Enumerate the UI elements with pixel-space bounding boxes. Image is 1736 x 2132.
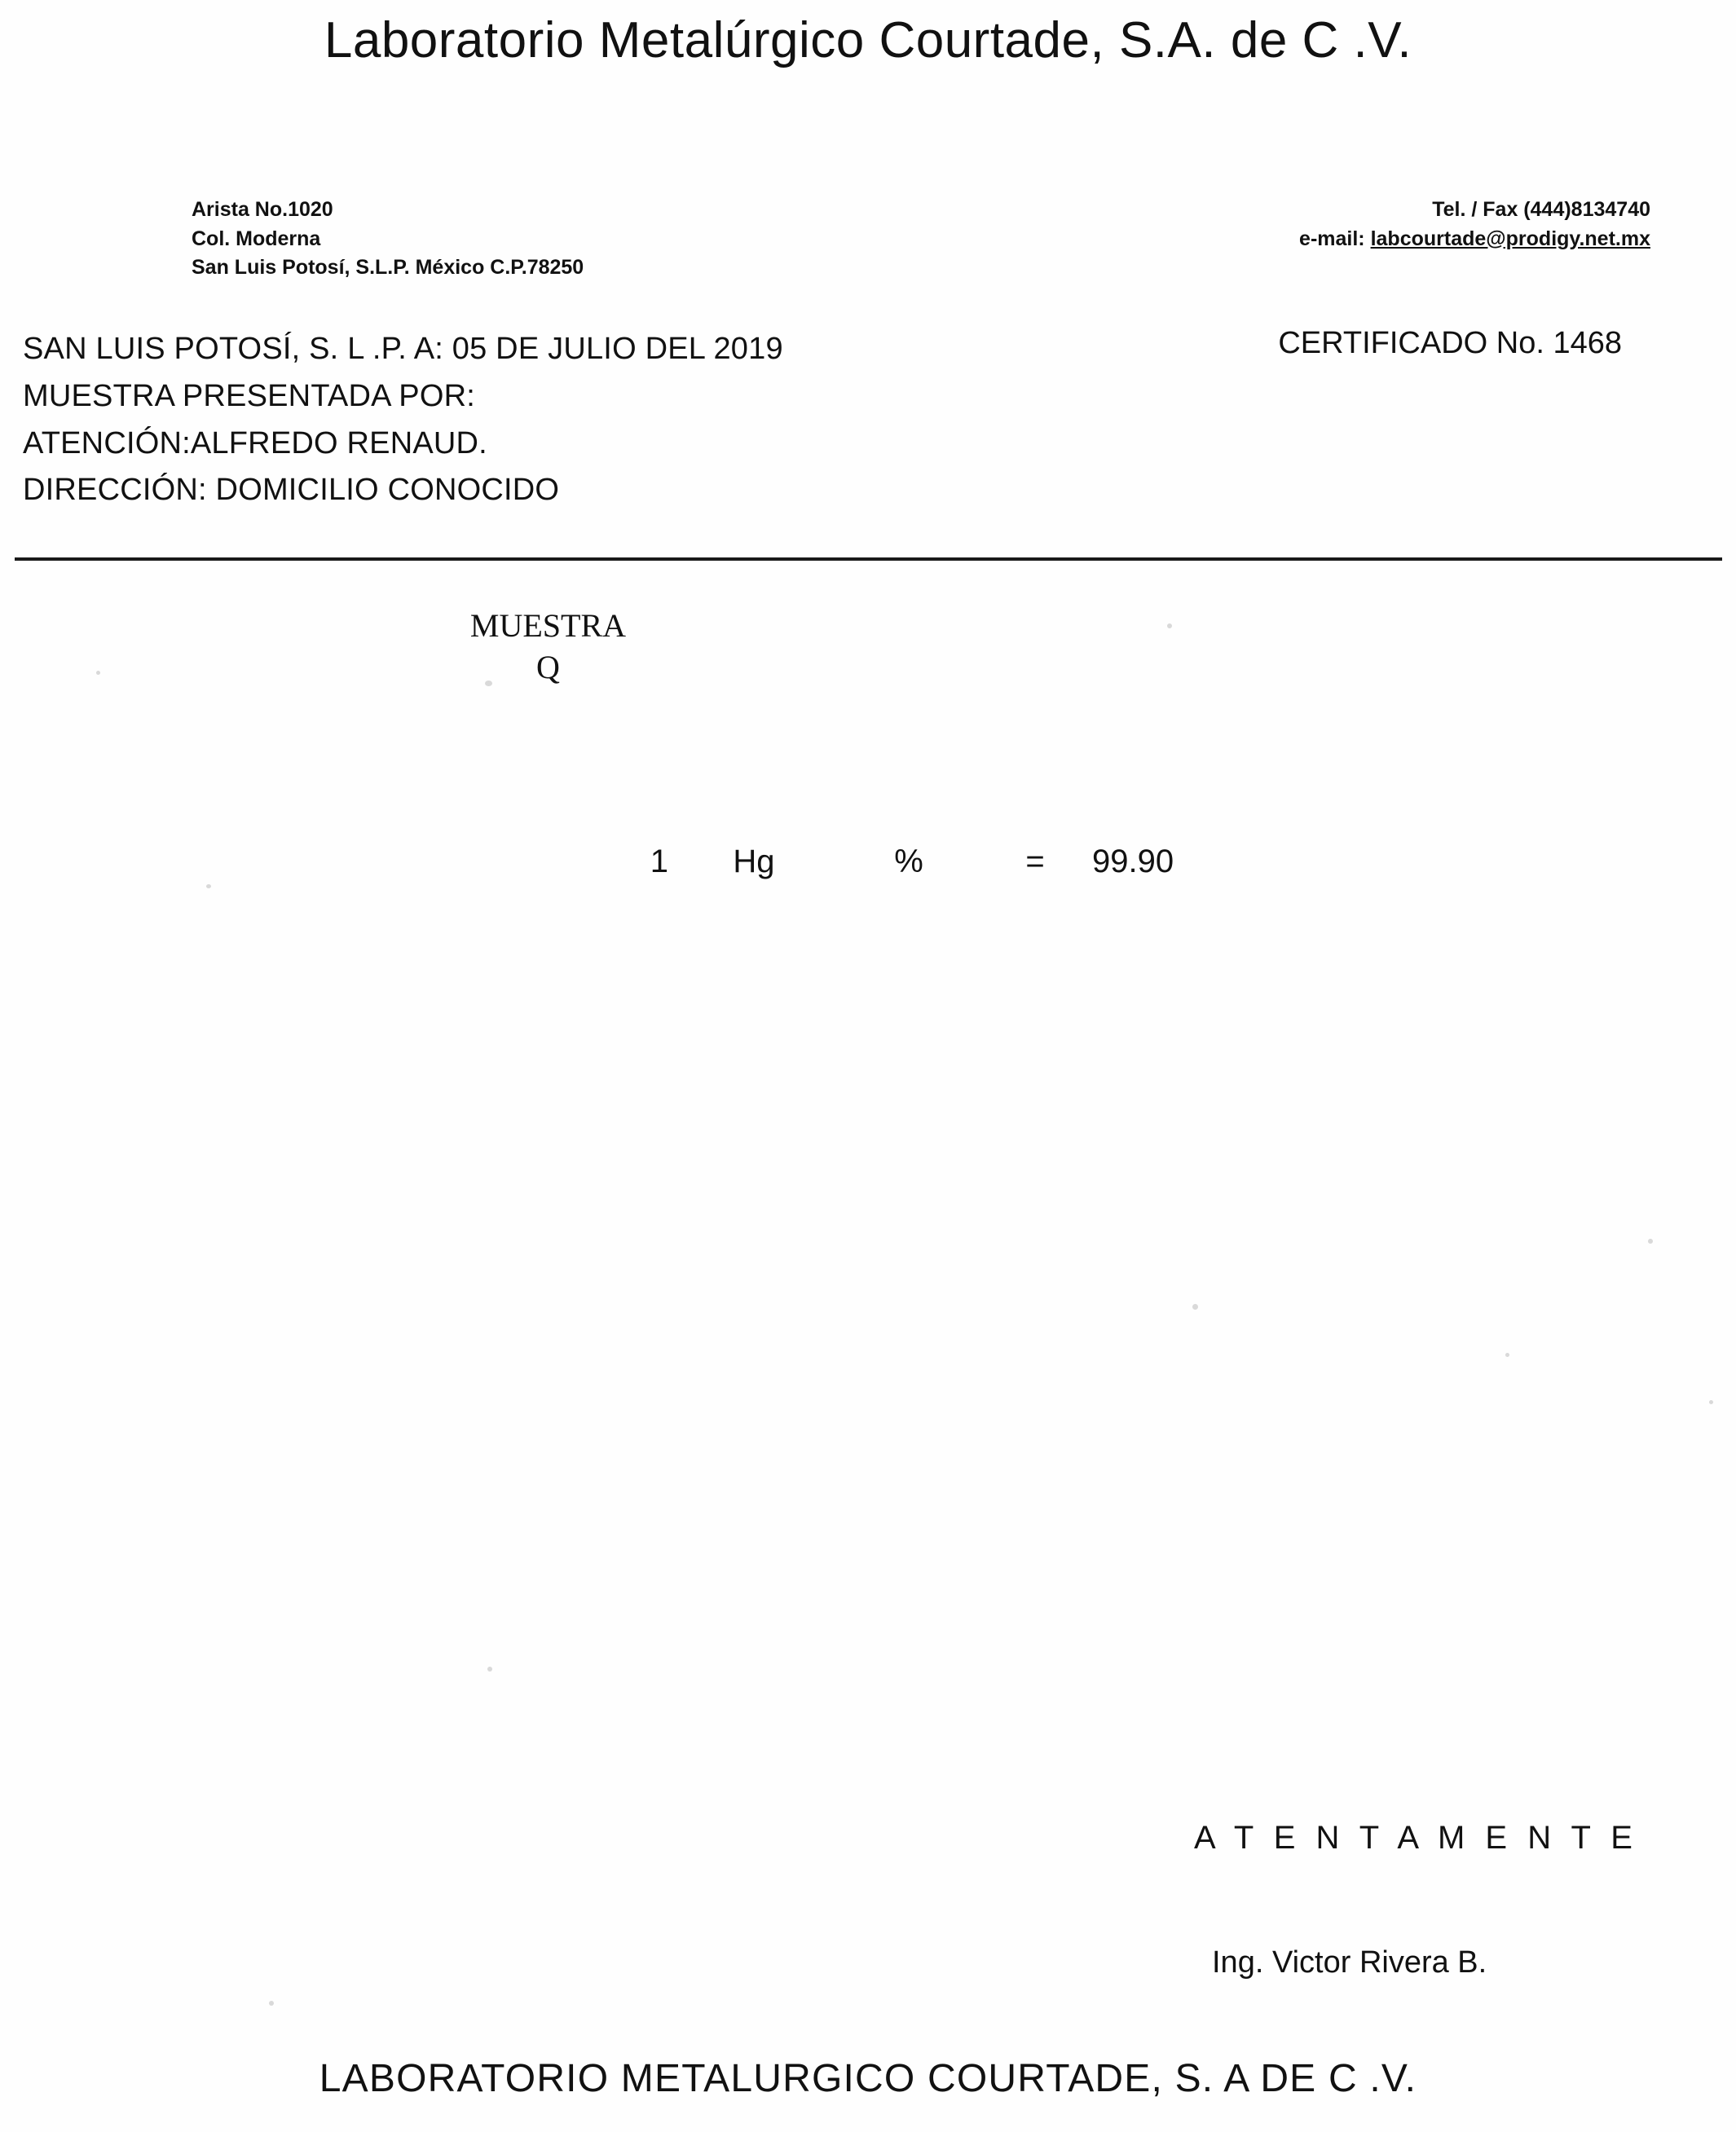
scan-speck bbox=[1192, 1304, 1198, 1310]
email-address[interactable]: labcourtade@prodigy.net.mx bbox=[1370, 227, 1650, 250]
result-index: 1 bbox=[650, 844, 668, 879]
scan-speck bbox=[96, 671, 100, 675]
scan-speck bbox=[206, 884, 211, 888]
email-label: e-mail: bbox=[1299, 227, 1371, 250]
scan-speck bbox=[1167, 623, 1172, 628]
result-element: Hg bbox=[733, 844, 775, 879]
result-equals-sign: = bbox=[1025, 844, 1045, 879]
sample-header bbox=[0, 605, 1096, 688]
certificate-number: CERTIFICADO No. 1468 bbox=[1278, 326, 1622, 360]
result-row bbox=[0, 844, 1255, 880]
atentamente-label: A T E N T A M E N T E bbox=[1194, 1820, 1638, 1856]
header-divider bbox=[15, 557, 1722, 561]
presented-by: MUESTRA PRESENTADA POR: bbox=[23, 378, 476, 413]
address-line-3: San Luis Potosí, S.L.P. México C.P.78250 bbox=[192, 256, 584, 279]
result-value: 99.90 bbox=[1092, 844, 1174, 879]
scan-speck bbox=[1648, 1239, 1653, 1244]
client-address-line: DIRECCIÓN: DOMICILIO CONOCIDO bbox=[23, 473, 560, 508]
scan-speck bbox=[487, 1667, 492, 1672]
signer-name: Ing. Victor Rivera B. bbox=[1212, 1945, 1487, 1980]
email-line bbox=[1299, 225, 1650, 254]
footer-company-name: LABORATORIO METALURGICO COURTADE, S. A DE C .V. bbox=[319, 2057, 1417, 2100]
sample-header-label: MUESTRA bbox=[469, 607, 627, 644]
scan-speck bbox=[1505, 1353, 1509, 1357]
scan-speck bbox=[269, 2001, 274, 2006]
attention-line: ATENCIÓN:ALFREDO RENAUD. bbox=[23, 425, 487, 460]
address-block bbox=[192, 196, 584, 283]
place-and-date: SAN LUIS POTOSÍ, S. L .P. A: 05 DE JULIO DEL 2019 bbox=[23, 332, 783, 366]
address-line-1: Arista No.1020 bbox=[192, 198, 333, 221]
address-line-2: Col. Moderna bbox=[192, 227, 321, 250]
meta-block bbox=[23, 326, 783, 514]
sample-code: Q bbox=[536, 649, 560, 686]
contact-block bbox=[1299, 196, 1650, 253]
phone-line: Tel. / Fax (444)8134740 bbox=[1432, 198, 1650, 221]
result-unit: % bbox=[894, 844, 923, 879]
company-title: Laboratorio Metalúrgico Courtade, S.A. de C .V. bbox=[324, 12, 1412, 68]
scan-speck bbox=[485, 681, 492, 686]
scan-speck bbox=[1709, 1400, 1713, 1404]
